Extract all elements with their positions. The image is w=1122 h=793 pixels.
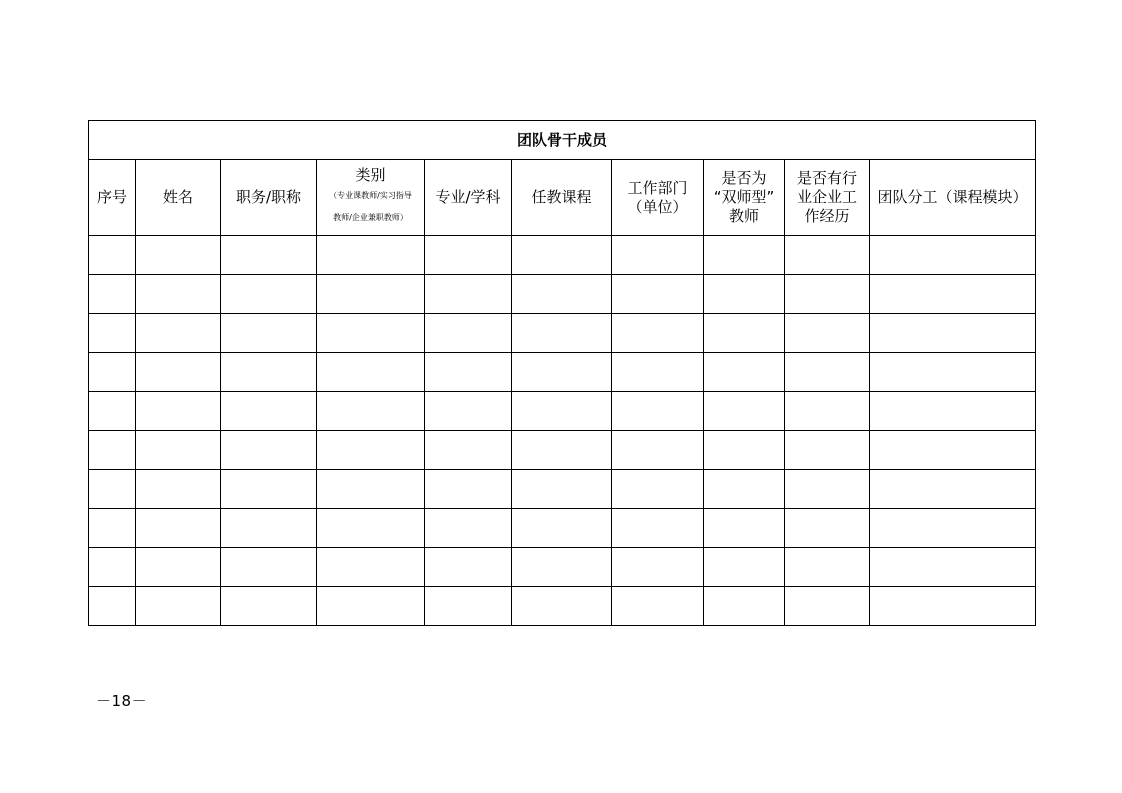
table-cell[interactable] bbox=[870, 236, 1036, 275]
table-cell[interactable] bbox=[870, 392, 1036, 431]
table-cell[interactable] bbox=[704, 470, 785, 509]
table-cell[interactable] bbox=[870, 587, 1036, 626]
table-cell[interactable] bbox=[704, 431, 785, 470]
table-cell[interactable] bbox=[221, 548, 317, 587]
table-cell[interactable] bbox=[89, 236, 136, 275]
table-cell[interactable] bbox=[136, 548, 221, 587]
table-cell[interactable] bbox=[317, 314, 425, 353]
table-cell[interactable] bbox=[785, 275, 870, 314]
table-body bbox=[89, 236, 1036, 626]
table-cell[interactable] bbox=[785, 236, 870, 275]
table-cell[interactable] bbox=[785, 431, 870, 470]
header-position: 职务/职称 bbox=[221, 160, 317, 236]
table-cell[interactable] bbox=[425, 509, 512, 548]
table-cell[interactable] bbox=[317, 548, 425, 587]
table-cell[interactable] bbox=[136, 353, 221, 392]
table-cell[interactable] bbox=[704, 587, 785, 626]
header-dual-teacher bbox=[704, 160, 785, 236]
page-number: －18－ bbox=[96, 692, 148, 710]
table-cell[interactable] bbox=[785, 548, 870, 587]
table-cell[interactable] bbox=[425, 431, 512, 470]
header-industry-experience bbox=[785, 160, 870, 236]
table-row bbox=[89, 548, 1036, 587]
table-cell[interactable] bbox=[704, 314, 785, 353]
table-cell[interactable] bbox=[89, 509, 136, 548]
table-cell[interactable] bbox=[870, 431, 1036, 470]
table-cell[interactable] bbox=[317, 587, 425, 626]
table-row bbox=[89, 470, 1036, 509]
header-major: 专业/学科 bbox=[425, 160, 512, 236]
table-cell[interactable] bbox=[221, 236, 317, 275]
header-dual-teacher-line-3: 教师 bbox=[728, 207, 759, 225]
table-row bbox=[89, 392, 1036, 431]
table-cell[interactable] bbox=[785, 353, 870, 392]
table-cell[interactable] bbox=[425, 314, 512, 353]
table-cell[interactable] bbox=[136, 236, 221, 275]
header-department-line-1: 工作部门 bbox=[627, 178, 688, 197]
table-cell[interactable] bbox=[136, 314, 221, 353]
header-dual-teacher-line-1: 是否为 bbox=[721, 169, 767, 187]
table-cell[interactable] bbox=[221, 392, 317, 431]
header-row bbox=[89, 160, 1036, 236]
table-row bbox=[89, 509, 1036, 548]
table-cell[interactable] bbox=[317, 431, 425, 470]
table-cell[interactable] bbox=[704, 392, 785, 431]
header-division: 团队分工（课程模块） bbox=[870, 160, 1036, 236]
table-cell[interactable] bbox=[612, 392, 704, 431]
table-cell[interactable] bbox=[221, 470, 317, 509]
table-cell[interactable] bbox=[870, 314, 1036, 353]
table-cell[interactable] bbox=[785, 392, 870, 431]
table-cell[interactable] bbox=[870, 509, 1036, 548]
table-cell[interactable] bbox=[612, 470, 704, 509]
header-industry-line-2: 业企业工 bbox=[796, 188, 857, 206]
table-cell[interactable] bbox=[317, 353, 425, 392]
table-cell[interactable] bbox=[221, 275, 317, 314]
table-cell[interactable] bbox=[704, 548, 785, 587]
table-row bbox=[89, 353, 1036, 392]
table-cell[interactable] bbox=[221, 431, 317, 470]
table-cell[interactable] bbox=[425, 236, 512, 275]
header-category-note-2: 教师/企业兼职教师） bbox=[333, 213, 408, 222]
header-industry-line-1: 是否有行 bbox=[796, 169, 857, 187]
table-cell[interactable] bbox=[317, 275, 425, 314]
table-cell[interactable] bbox=[89, 548, 136, 587]
table-cell[interactable] bbox=[704, 236, 785, 275]
table-cell[interactable] bbox=[512, 587, 612, 626]
table-cell[interactable] bbox=[512, 548, 612, 587]
table-cell[interactable] bbox=[704, 509, 785, 548]
header-seq: 序号 bbox=[89, 160, 136, 236]
core-members-table bbox=[88, 120, 1036, 626]
table-cell[interactable] bbox=[221, 587, 317, 626]
table-cell[interactable] bbox=[785, 470, 870, 509]
table-cell[interactable] bbox=[704, 353, 785, 392]
table-cell[interactable] bbox=[89, 587, 136, 626]
table-row bbox=[89, 275, 1036, 314]
table-cell[interactable] bbox=[512, 275, 612, 314]
table-row bbox=[89, 431, 1036, 470]
header-category bbox=[317, 160, 425, 236]
table-cell[interactable] bbox=[89, 353, 136, 392]
table-cell[interactable] bbox=[425, 470, 512, 509]
table-cell[interactable] bbox=[317, 392, 425, 431]
header-category-note-1: （专业课教师/实习指导 bbox=[329, 191, 412, 200]
table-cell[interactable] bbox=[512, 236, 612, 275]
table-cell[interactable] bbox=[612, 353, 704, 392]
table-cell[interactable] bbox=[136, 587, 221, 626]
table-cell[interactable] bbox=[89, 392, 136, 431]
table-cell[interactable] bbox=[89, 275, 136, 314]
header-category-label: 类别 bbox=[355, 166, 386, 184]
table-cell[interactable] bbox=[89, 470, 136, 509]
table-cell[interactable] bbox=[136, 431, 221, 470]
table-row bbox=[89, 587, 1036, 626]
table-cell[interactable] bbox=[425, 392, 512, 431]
header-industry-line-3: 作经历 bbox=[804, 207, 850, 225]
table-cell[interactable] bbox=[89, 314, 136, 353]
table-cell[interactable] bbox=[512, 353, 612, 392]
table-cell[interactable] bbox=[317, 509, 425, 548]
table-cell[interactable] bbox=[612, 431, 704, 470]
table-row bbox=[89, 314, 1036, 353]
table-cell[interactable] bbox=[512, 509, 612, 548]
header-dual-teacher-line-2: “双师型” bbox=[713, 188, 775, 206]
table-cell[interactable] bbox=[612, 587, 704, 626]
header-department-line-2: （单位） bbox=[627, 197, 688, 216]
table-cell[interactable] bbox=[870, 353, 1036, 392]
table-cell[interactable] bbox=[612, 314, 704, 353]
table-cell[interactable] bbox=[317, 470, 425, 509]
table-cell[interactable] bbox=[612, 275, 704, 314]
table-cell[interactable] bbox=[136, 275, 221, 314]
header-department bbox=[612, 160, 704, 236]
table-cell[interactable] bbox=[89, 431, 136, 470]
table-cell[interactable] bbox=[425, 587, 512, 626]
table-cell[interactable] bbox=[612, 509, 704, 548]
header-courses: 任教课程 bbox=[512, 160, 612, 236]
table-cell[interactable] bbox=[512, 314, 612, 353]
table-cell[interactable] bbox=[870, 470, 1036, 509]
table-cell[interactable] bbox=[425, 353, 512, 392]
table-row bbox=[89, 236, 1036, 275]
table-cell[interactable] bbox=[136, 392, 221, 431]
table-cell[interactable] bbox=[512, 470, 612, 509]
table-cell[interactable] bbox=[785, 587, 870, 626]
table-cell[interactable] bbox=[512, 392, 612, 431]
table-cell[interactable] bbox=[425, 548, 512, 587]
table-cell[interactable] bbox=[221, 353, 317, 392]
table-cell[interactable] bbox=[317, 236, 425, 275]
table-cell[interactable] bbox=[512, 431, 612, 470]
table-cell[interactable] bbox=[136, 470, 221, 509]
header-name: 姓名 bbox=[136, 160, 221, 236]
table-cell[interactable] bbox=[612, 236, 704, 275]
table-cell[interactable] bbox=[785, 314, 870, 353]
table-cell[interactable] bbox=[425, 275, 512, 314]
table-cell[interactable] bbox=[785, 509, 870, 548]
table-cell[interactable] bbox=[612, 548, 704, 587]
table-cell[interactable] bbox=[704, 275, 785, 314]
table-title: 团队骨干成员 bbox=[89, 121, 1036, 160]
table-cell[interactable] bbox=[870, 275, 1036, 314]
table-cell[interactable] bbox=[136, 509, 221, 548]
table-cell[interactable] bbox=[221, 509, 317, 548]
table-cell[interactable] bbox=[870, 548, 1036, 587]
table-cell[interactable] bbox=[221, 314, 317, 353]
